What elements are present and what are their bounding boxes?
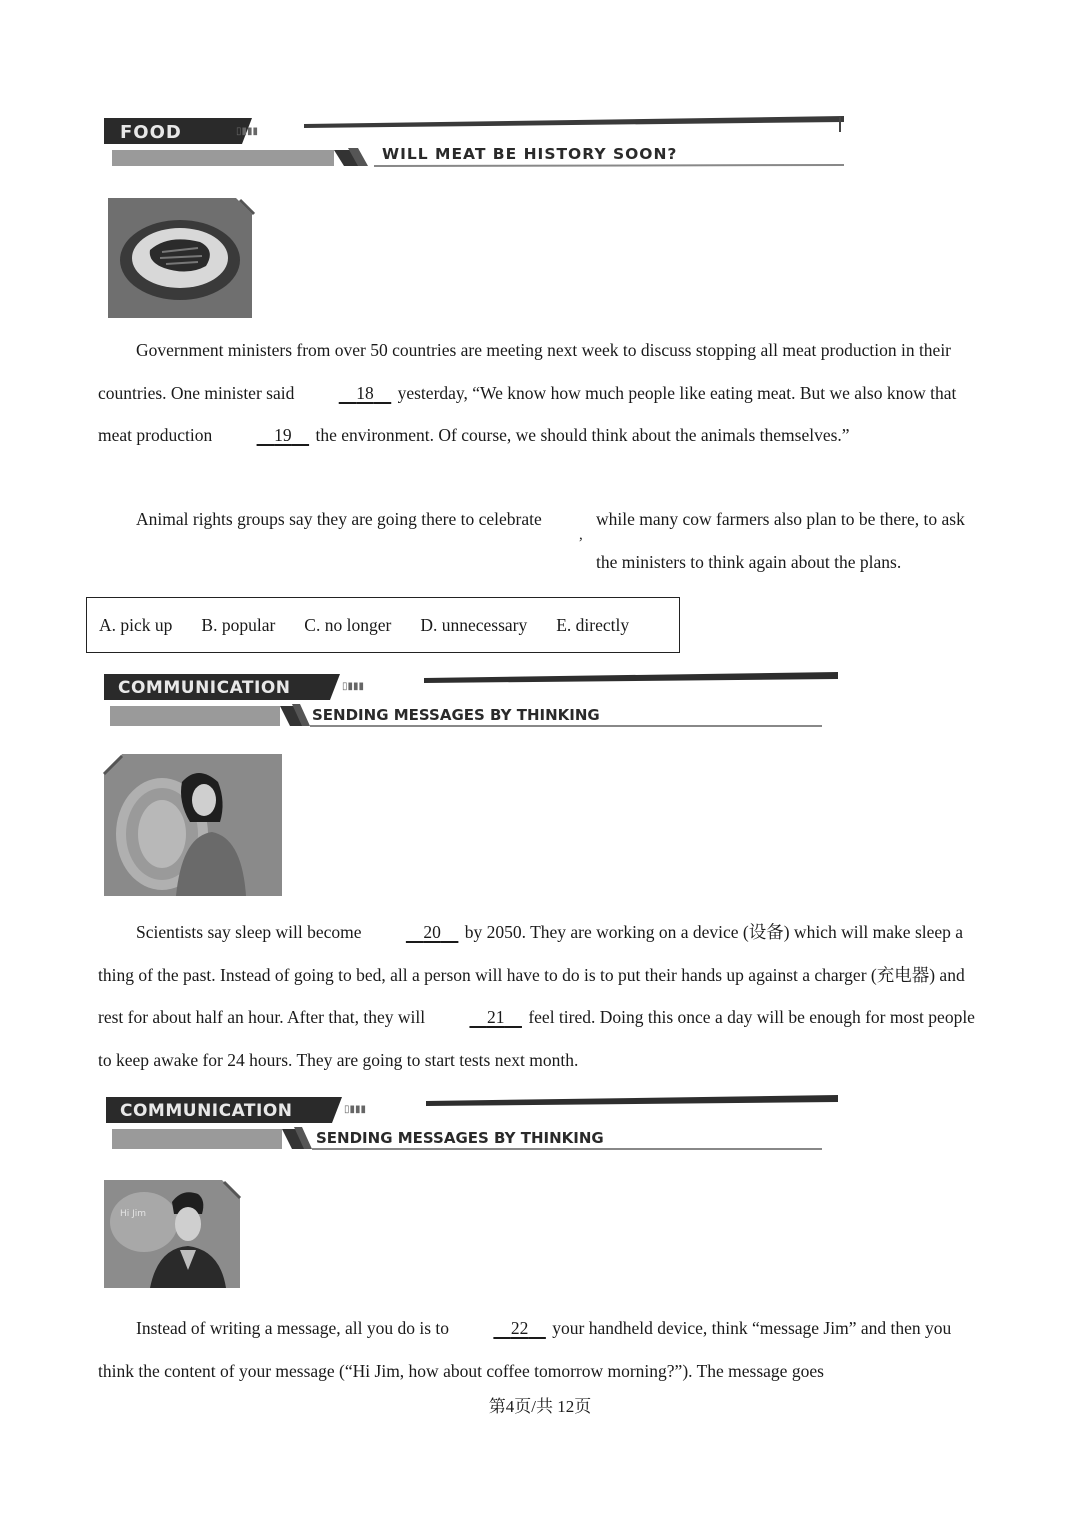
blank-19: 19: [274, 425, 292, 445]
section-banner-communication-2: [106, 1093, 842, 1157]
text-segment: your handheld device, think “message Jim” and then you think the content of your message (“Hi Jim, how about coffee tomorrow morning?”). The message goes: [98, 1318, 952, 1381]
text-segment: by 2050. They are working on a device (设备) which will make sleep a thing of the past. Instead of going to bed, all a person will have to do is to put their hands up against a charger (充电器) and rest for about half an hour. After that, they will: [98, 922, 965, 1027]
banner-category: COMMUNICATION: [120, 1101, 293, 1121]
text-segment: Instead of writing a message, all you do is to: [136, 1318, 454, 1338]
option-b: B. popular: [201, 614, 276, 635]
paragraph-sleep-device: [98, 911, 978, 1081]
text-segment: feel tired. Doing this once a day will be enough for most people to keep awake for 24 hours. They are going to start tests next month.: [98, 1007, 975, 1070]
banner-category: FOOD: [120, 122, 182, 143]
svg-text:▯▮▮▮: ▯▮▮▮: [342, 681, 365, 692]
photo-caption: Hi Jim: [120, 1209, 147, 1219]
option-d: D. unnecessary: [420, 614, 528, 635]
stray-comma-mark: ,: [579, 527, 583, 543]
text-segment: Government ministers from over 50 countries are meeting next week to discuss stopping all meat production in their countries. One minister said: [98, 340, 952, 403]
text-segment: yesterday, “We know how much people like eating meat. But we also know that meat production: [98, 382, 957, 445]
blank-22: 22: [510, 1318, 529, 1338]
section-banner-communication-1: [104, 670, 840, 734]
photo-man-thinking: [102, 1178, 242, 1290]
paragraph-message-thinking: [98, 1307, 978, 1392]
banner-headline: WILL MEAT BE HISTORY SOON?: [382, 145, 678, 163]
svg-text:▯▮▮▮: ▯▮▮▮: [236, 126, 259, 137]
text-segment: Scientists say sleep will become: [136, 922, 366, 942]
text-segment: the environment. Of course, we should think about the animals themselves.”: [311, 425, 850, 445]
banner-headline: SENDING MESSAGES BY THINKING: [316, 1129, 604, 1147]
svg-text:▯▮▮▮: ▯▮▮▮: [344, 1104, 367, 1115]
banner-category: COMMUNICATION: [118, 678, 291, 698]
text-segment: Animal rights groups say they are going there to celebrate: [136, 509, 542, 529]
option-c: C. no longer: [304, 614, 392, 635]
text-segment: while many cow farmers also plan to be there, to ask the ministers to think again about the plans.: [596, 509, 965, 572]
options-box: [86, 597, 680, 653]
blank-21: 21: [486, 1007, 505, 1027]
option-a: A. pick up: [99, 614, 173, 635]
option-e: E. directly: [556, 614, 630, 635]
paragraph-meat-ministers: [98, 329, 978, 457]
paragraph-animal-rights-rest: [596, 498, 996, 583]
blank-18: 18: [356, 382, 374, 403]
section-banner-food: [104, 112, 846, 180]
photo-steak: [108, 196, 258, 320]
blank-20: 20: [423, 922, 441, 942]
banner-headline: SENDING MESSAGES BY THINKING: [312, 706, 600, 724]
photo-woman-resting: [102, 752, 284, 898]
page-number: 第4页/共 12页: [488, 1397, 592, 1416]
